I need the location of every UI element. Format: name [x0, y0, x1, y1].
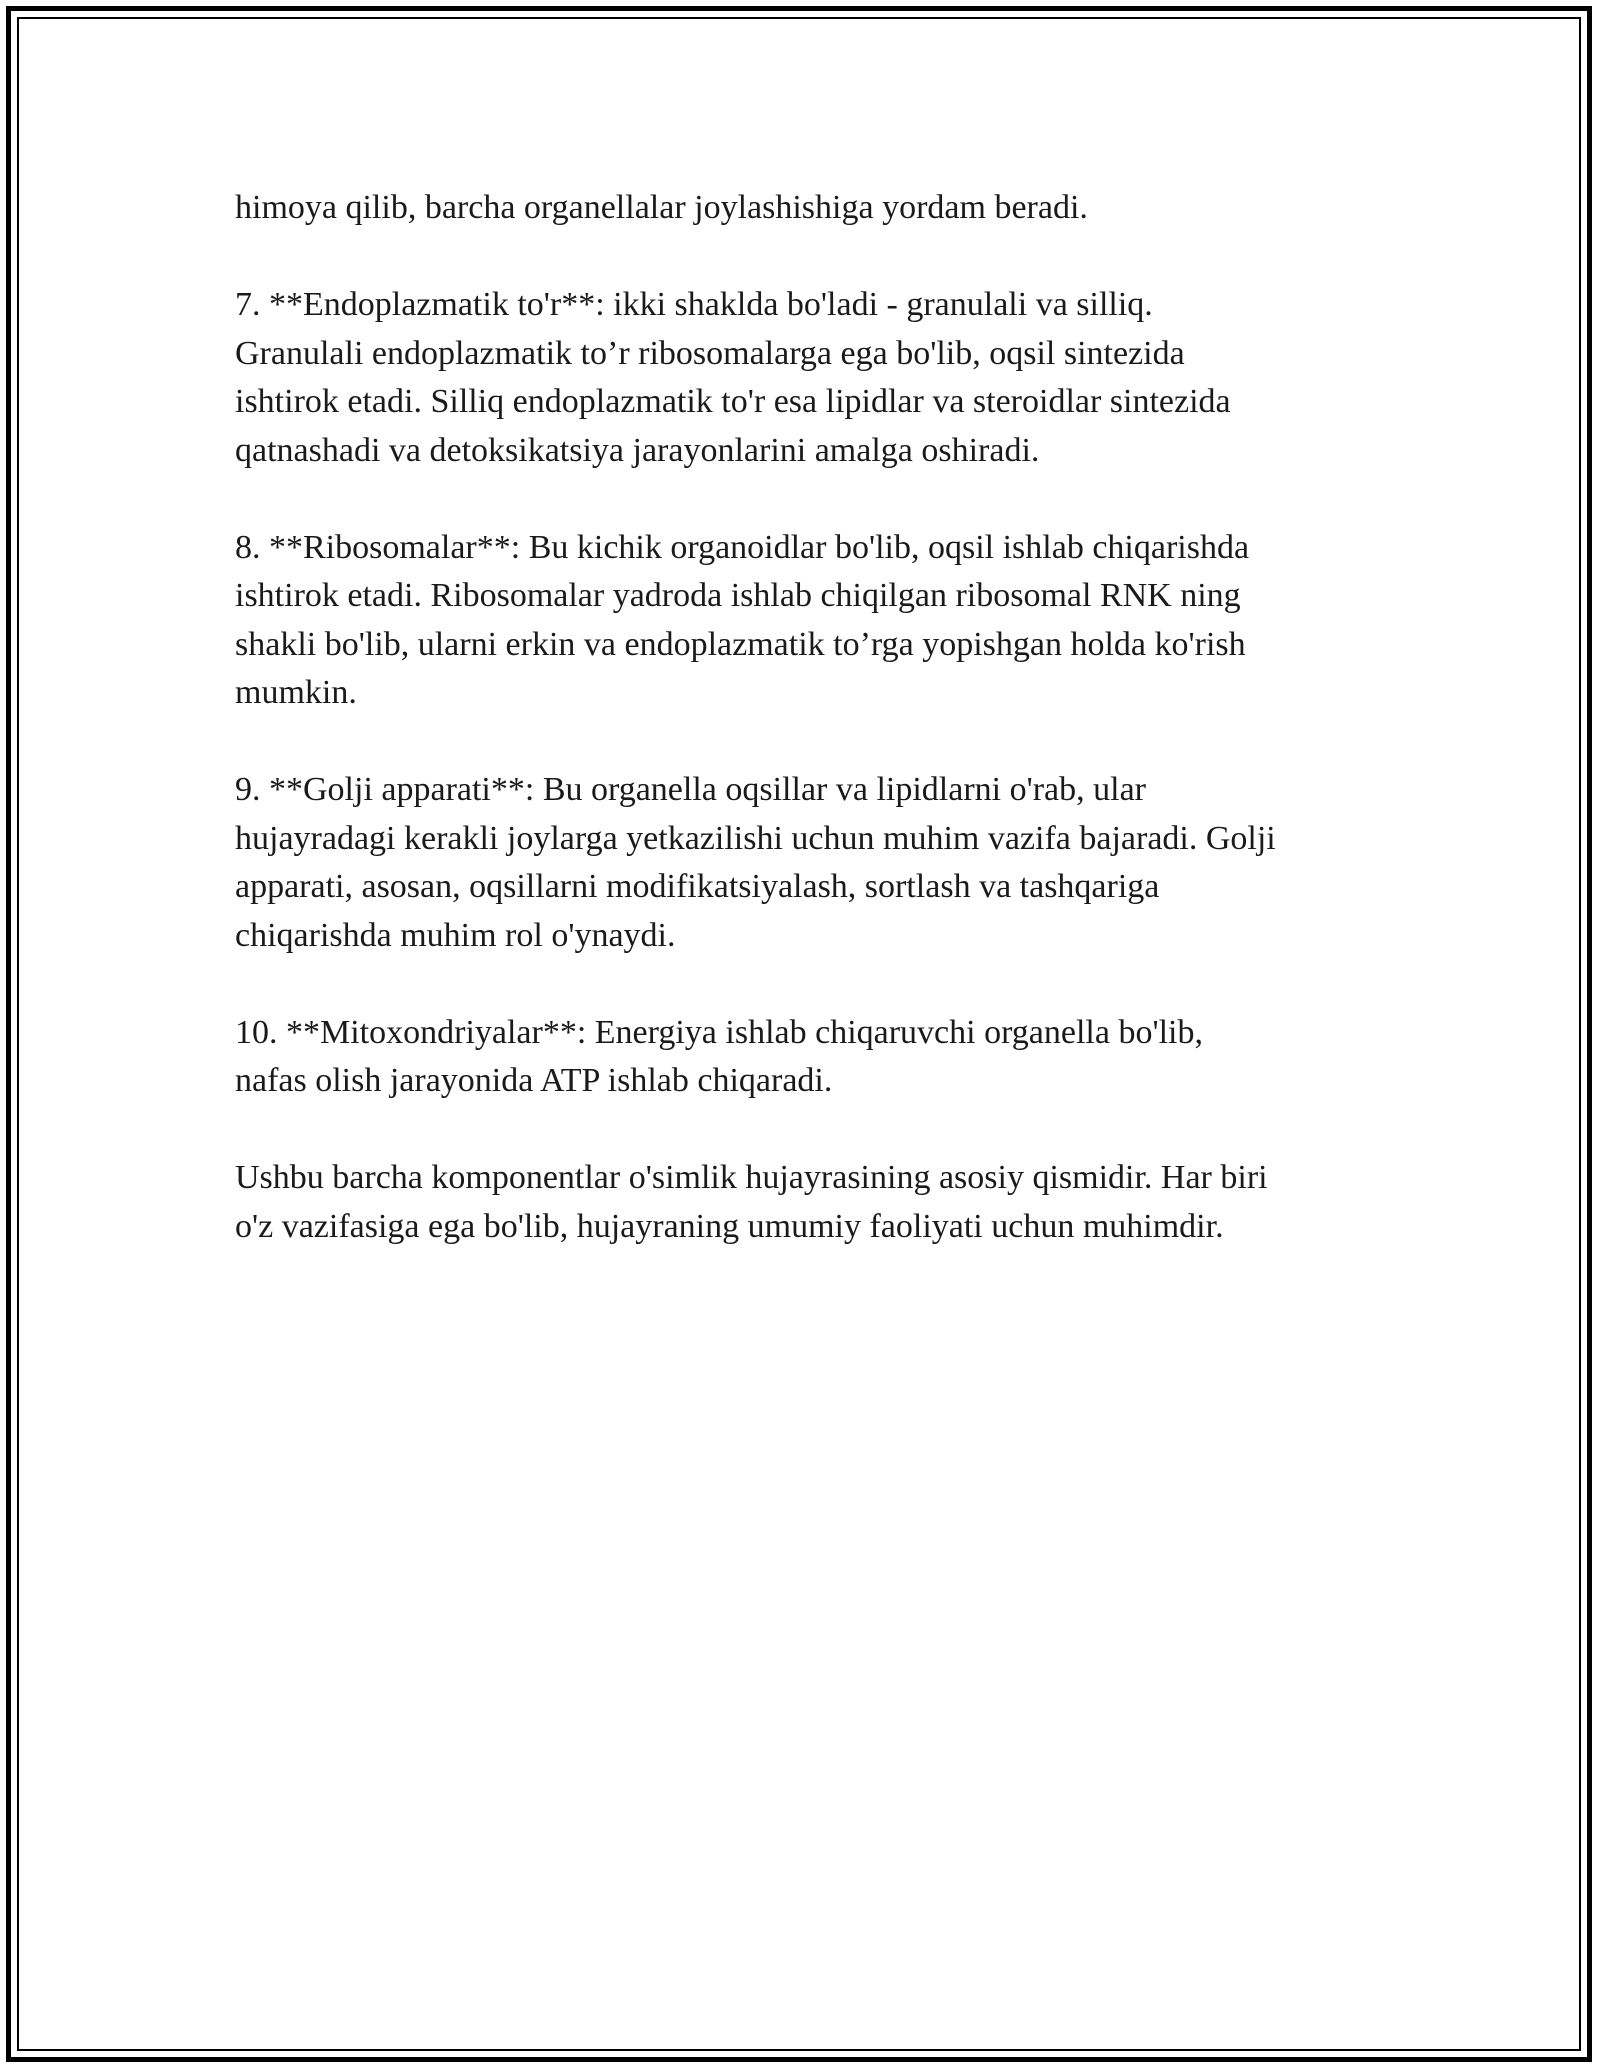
- paragraph-ribosomes: 8. **Ribosomalar**: Bu kichik organoidlar bo'lib, oqsil ishlab chiqarishda ishtirok etadi. Ribosomalar yadroda ishlab chiqilgan ribosomal RNK ning shakli bo'lib, ularni erkin va endoplazmatik to’rga yopishgan holda ko'rish mumkin.: [235, 528, 1250, 711]
- paragraph-endoplasmic-reticulum: 7. **Endoplazmatik to'r**: ikki shaklda bo'ladi - granulali va silliq. Granulali endoplazmatik to’r ribosomalarga ega bo'lib, oqsil sintezida ishtirok etadi. Silliq endoplazmatik to'r esa lipidlar va steroidlar sintezida qatnashadi va detoksikatsiya jarayonlarini amalga oshiradi.: [235, 286, 1231, 469]
- paragraph-mitochondria: 10. **Mitoxondriyalar**: Energiya ishlab chiqaruvchi organella bo'lib, nafas olish jarayonida ATP ishlab chiqaradi.: [235, 1013, 1203, 1099]
- paragraph-continuation: himoya qilib, barcha organellalar joylashishiga yordam beradi.: [235, 189, 1088, 226]
- paragraph-summary: Ushbu barcha komponentlar o'simlik hujayrasining asosiy qismidir. Har biri o'z vazifasiga ega bo'lib, hujayraning umumiy faoliyati uchun muhimdir.: [235, 1159, 1268, 1245]
- document-body: [235, 184, 1385, 1300]
- paragraph-golgi-apparatus: 9. **Golji apparati**: Bu organella oqsillar va lipidlarni o'rab, ular hujayradagi kerakli joylarga yetkazilishi uchun muhim vazifa bajaradi. Golji apparati, asosan, oqsillarni modifikatsiyalash, sortlash va tashqariga chiqarishda muhim rol o'ynaydi.: [235, 771, 1276, 954]
